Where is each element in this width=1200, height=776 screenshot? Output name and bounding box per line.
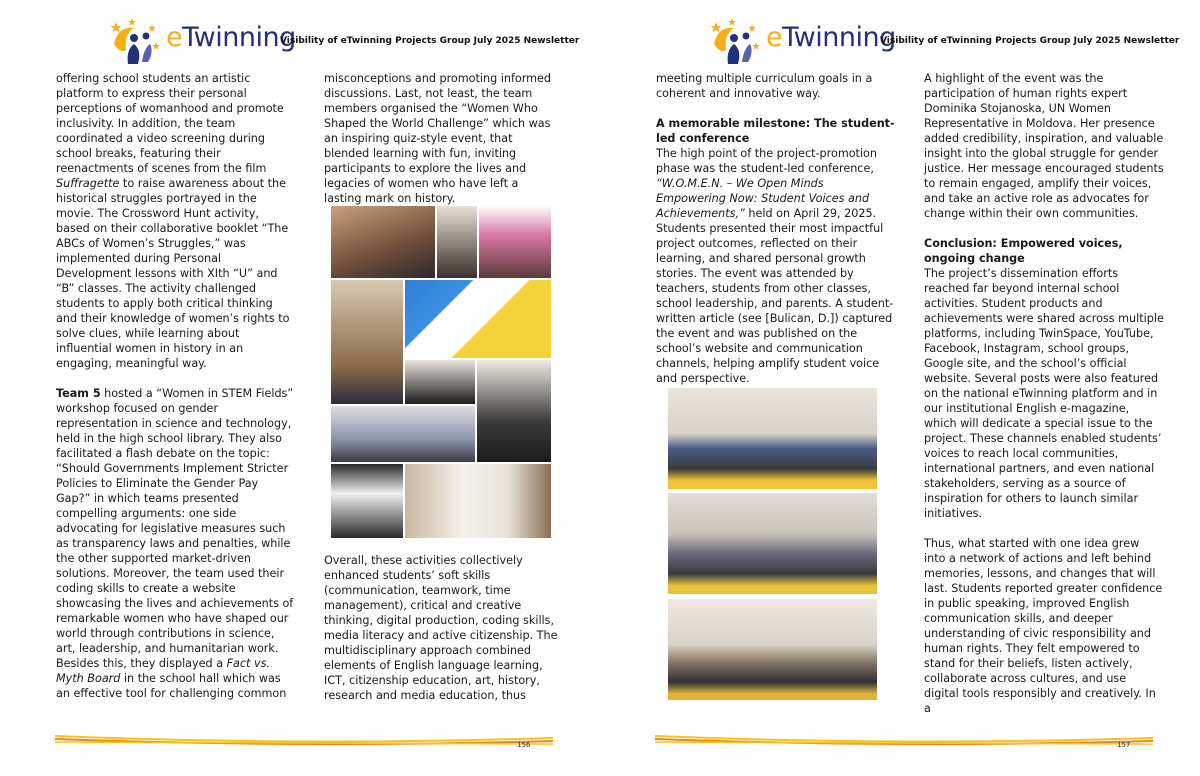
etwinning-logo [104, 16, 296, 66]
page-header [0, 14, 600, 66]
left-column-2-bottom [324, 553, 559, 703]
left-column-1 [56, 71, 296, 701]
etwinning-emblem-icon [704, 16, 764, 66]
paragraph: Team 5 hosted a “Women in STEM Fields” workshop focused on gender representation in science and technology, held in the high school library. They also facilitated a flash debate on the topic: “Should Governments Implement Stricter Policies to Eliminate the Gender Pay Gap?” in which teams presented compelling arguments: one side advocating for legislative measures such as transparency laws and penalties, while the other supported market-driven solutions. Moreover, the team used their coding skills to create a website showcasing the lives and achievements of remarkable women who have shaped our world through contributions in science, art, leadership, and humanitarian work. Besides this, they displayed a Fact vs. Myth Board in the school hall which was an effective tool for challenging common [56, 387, 294, 700]
etwinning-logo [704, 16, 896, 66]
conference-photo-2 [668, 493, 877, 594]
footer-decoration [55, 732, 553, 746]
page-number: 157 [1117, 741, 1131, 749]
paragraph: meeting multiple curriculum goals in a coherent and innovative way. [656, 72, 873, 100]
page-header [600, 14, 1200, 66]
right-column-2 [924, 71, 1164, 716]
page-number: 156 [517, 741, 531, 749]
paragraph: offering school students an artistic platform to express their personal perceptions of womanhood and promote inclusivity. In addition, the team coordinated a video screening during school breaks, featuring their reenactments of scenes from the film Suffragette to raise awareness about the historical struggles portrayed in the movie. The Crossword Hunt activity, based on their collaborative booklet “The ABCs of Women’s Struggles,” was implemented during Personal Development lessons with XIth “U” and “B” classes. The activity challenged students to apply both critical thinking and their knowledge of women’s rights to solve clues, while learning about influential women in history in an engaging, meaningful way. [56, 72, 290, 370]
paragraph: The high point of the project-promotion phase was the student-led conference, “W.O.M.E.N. – We Open Minds Empowering Now: Student Voices and Achievements,” held on April 29, 2025. Students presented their most impactful project outcomes, reflected on their learning, and shared personal growth stories. The event was attended by teachers, students from other classes, school leadership, and parents. A student-written article (see [Bulican, D.]) captured the event and was published on the school’s website and communication channels, helping amplify student voice and perspective. [656, 147, 894, 385]
newsletter-title: Visibility of eTwinning Projects Group July 2025 Newsletter [880, 36, 1180, 46]
paragraph: Overall, these activities collectively enhanced students’ soft skills (communication, teamwork, time management), critical and creative thinking, digital production, coding skills, media literacy and active citizenship. The multidisciplinary approach combined elements of English language learning, ICT, citizenship education, art, history, research and media education, thus [324, 554, 558, 702]
section-heading: A memorable milestone: The student-led conference [656, 117, 895, 145]
paragraph: The project’s dissemination efforts reached far beyond internal school activities. Student products and achievements were shared across multiple platforms, including TwinSpace, YouTube, Facebook, Instagram, school groups, Google site, and the school’s official website. Several posts were also featured on the national eTwinning platform and in our institutional English e-magazine, which will dedicate a special issue to the project. These channels enabled students’ voices to reach local communities, international partners, and even national stakeholders, serving as a source of inspiration for others to launch similar initiatives. [924, 267, 1164, 520]
left-column-2 [324, 71, 559, 206]
page-right [600, 0, 1200, 776]
activities-photo-collage [331, 206, 551, 538]
logo-wordmark: eTwinning [766, 22, 896, 53]
logo-wordmark: eTwinning [166, 22, 296, 53]
section-heading: Conclusion: Empowered voices, ongoing change [924, 237, 1123, 265]
conference-photo-3 [668, 599, 877, 700]
etwinning-emblem-icon [104, 16, 164, 66]
paragraph: A highlight of the event was the participation of human rights expert Dominika Stojanoska, UN Women Representative in Moldova. Her presence added credibility, inspiration, and valuable insight into the global struggle for gender justice. Her message encouraged students to remain engaged, amplify their voices, and take an active role as advocates for change within their own communities. [924, 72, 1164, 220]
right-column-1 [656, 71, 896, 386]
footer-decoration [655, 732, 1153, 746]
conference-photo-1 [668, 388, 877, 489]
newsletter-title: Visibility of eTwinning Projects Group July 2025 Newsletter [280, 36, 580, 46]
paragraph: misconceptions and promoting informed discussions. Last, not least, the team members organised the “Women Who Shaped the World Challenge” which was an inspiring quiz-style event, that blended learning with fun, inviting participants to explore the lives and legacies of women who have left a lasting mark on history. [324, 72, 552, 205]
paragraph: Thus, what started with one idea grew into a network of actions and left behind memories, lessons, and changes that will last. Students reported greater confidence in public speaking, improved English communication skills, and deeper understanding of civic responsibility and human rights. They felt empowered to stand for their beliefs, listen actively, collaborate across cultures, and use digital tools responsibly and creatively. In a [924, 537, 1163, 715]
